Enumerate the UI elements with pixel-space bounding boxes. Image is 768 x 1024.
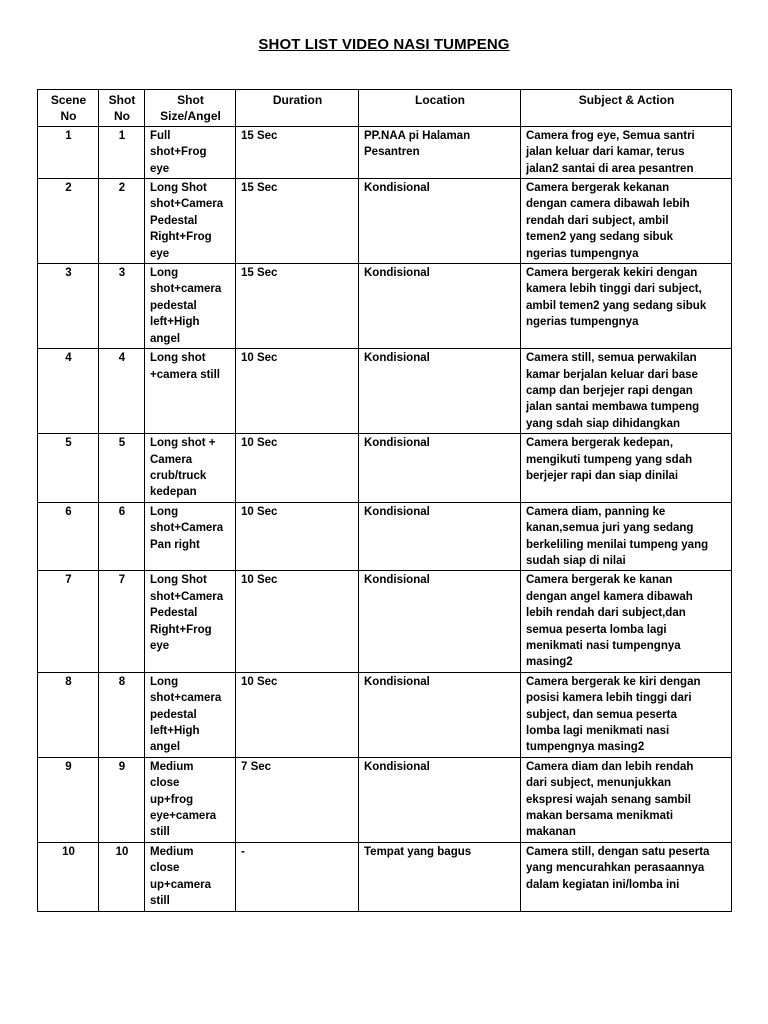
cell-location: Kondisional [359, 757, 521, 842]
header-duration: Duration [236, 90, 359, 127]
cell-duration: - [236, 842, 359, 911]
cell-scene-no: 2 [38, 179, 99, 264]
cell-location: Kondisional [359, 264, 521, 349]
cell-shot-size: Medium close up+frog eye+camera still [145, 757, 236, 842]
cell-location: Tempat yang bagus [359, 842, 521, 911]
cell-scene-no: 1 [38, 126, 99, 178]
cell-duration: 10 Sec [236, 434, 359, 503]
cell-duration: 15 Sec [236, 264, 359, 349]
cell-shot-size: Long shot+Camera Pan right [145, 502, 236, 571]
cell-location: Kondisional [359, 434, 521, 503]
page-title: SHOT LIST VIDEO NASI TUMPENG [258, 36, 510, 53]
cell-subject-action: Camera bergerak kedepan, mengikuti tumpeng yang sdah berjejer rapi dan siap dinilai [521, 434, 732, 503]
cell-shot-no: 6 [99, 502, 145, 571]
cell-scene-no: 10 [38, 842, 99, 911]
cell-location: Kondisional [359, 502, 521, 571]
cell-duration: 10 Sec [236, 349, 359, 434]
table-row [38, 179, 732, 264]
cell-duration: 10 Sec [236, 502, 359, 571]
cell-subject-action: Camera diam, panning ke kanan,semua juri yang sedang berkeliling menilai tumpeng yang sudah siap di nilai [521, 502, 732, 571]
cell-shot-no: 8 [99, 672, 145, 757]
header-location: Location [359, 90, 521, 127]
cell-shot-size: Long Shot shot+Camera Pedestal Right+Frog eye [145, 571, 236, 672]
cell-subject-action: Camera still, dengan satu peserta yang mencurahkan perasaannya dalam kegiatan ini/lomba ini [521, 842, 732, 911]
cell-subject-action: Camera bergerak kekanan dengan camera dibawah lebih rendah dari subject, ambil temen2 yang sedang sibuk ngerias tumpengnya [521, 179, 732, 264]
cell-scene-no: 3 [38, 264, 99, 349]
cell-scene-no: 4 [38, 349, 99, 434]
cell-subject-action: Camera bergerak kekiri dengan kamera lebih tinggi dari subject, ambil temen2 yang sedang sibuk ngerias tumpengnya [521, 264, 732, 349]
table-body [38, 126, 732, 911]
cell-duration: 15 Sec [236, 179, 359, 264]
table-row [38, 264, 732, 349]
cell-shot-no: 4 [99, 349, 145, 434]
cell-location: Kondisional [359, 571, 521, 672]
cell-shot-size: Long Shot shot+Camera Pedestal Right+Frog eye [145, 179, 236, 264]
cell-shot-no: 2 [99, 179, 145, 264]
table-row [38, 757, 732, 842]
cell-location: Kondisional [359, 179, 521, 264]
cell-scene-no: 9 [38, 757, 99, 842]
table-row [38, 349, 732, 434]
cell-location: PP.NAA pi Halaman Pesantren [359, 126, 521, 178]
shot-list-table [37, 89, 732, 912]
cell-duration: 10 Sec [236, 672, 359, 757]
cell-scene-no: 6 [38, 502, 99, 571]
cell-subject-action: Camera diam dan lebih rendah dari subject, menunjukkan ekspresi wajah senang sambil makan bersama menikmati makanan [521, 757, 732, 842]
cell-shot-size: Full shot+Frog eye [145, 126, 236, 178]
table-row [38, 126, 732, 178]
table-row [38, 672, 732, 757]
table-row [38, 434, 732, 503]
table-row [38, 842, 732, 911]
cell-scene-no: 8 [38, 672, 99, 757]
header-subject-action: Subject & Action [521, 90, 732, 127]
cell-subject-action: Camera still, semua perwakilan kamar berjalan keluar dari base camp dan berjejer rapi dengan jalan santai membawa tumpeng yang sdah siap dihidangkan [521, 349, 732, 434]
cell-shot-no: 7 [99, 571, 145, 672]
cell-duration: 7 Sec [236, 757, 359, 842]
cell-shot-size: Medium close up+camera still [145, 842, 236, 911]
cell-subject-action: Camera bergerak ke kiri dengan posisi kamera lebih tinggi dari subject, dan semua peserta lomba lagi menikmati nasi tumpengnya masing2 [521, 672, 732, 757]
cell-scene-no: 5 [38, 434, 99, 503]
header-shot-size: Shot Size/Angel [145, 90, 236, 127]
cell-shot-no: 3 [99, 264, 145, 349]
cell-location: Kondisional [359, 672, 521, 757]
cell-shot-no: 10 [99, 842, 145, 911]
cell-subject-action: Camera bergerak ke kanan dengan angel kamera dibawah lebih rendah dari subject,dan semua peserta lomba lagi menikmati nasi tumpengnya masing2 [521, 571, 732, 672]
header-scene-no: Scene No [38, 90, 99, 127]
cell-shot-size: Long shot +camera still [145, 349, 236, 434]
cell-scene-no: 7 [38, 571, 99, 672]
table-header-row [38, 90, 732, 127]
cell-shot-size: Long shot + Camera crub/truck kedepan [145, 434, 236, 503]
cell-shot-no: 5 [99, 434, 145, 503]
cell-location: Kondisional [359, 349, 521, 434]
cell-shot-size: Long shot+camera pedestal left+High angel [145, 264, 236, 349]
cell-subject-action: Camera frog eye, Semua santri jalan keluar dari kamar, terus jalan2 santai di area pesantren [521, 126, 732, 178]
cell-duration: 10 Sec [236, 571, 359, 672]
cell-shot-no: 1 [99, 126, 145, 178]
header-shot-no: Shot No [99, 90, 145, 127]
cell-shot-no: 9 [99, 757, 145, 842]
cell-shot-size: Long shot+camera pedestal left+High angel [145, 672, 236, 757]
table-row [38, 571, 732, 672]
cell-duration: 15 Sec [236, 126, 359, 178]
table-row [38, 502, 732, 571]
